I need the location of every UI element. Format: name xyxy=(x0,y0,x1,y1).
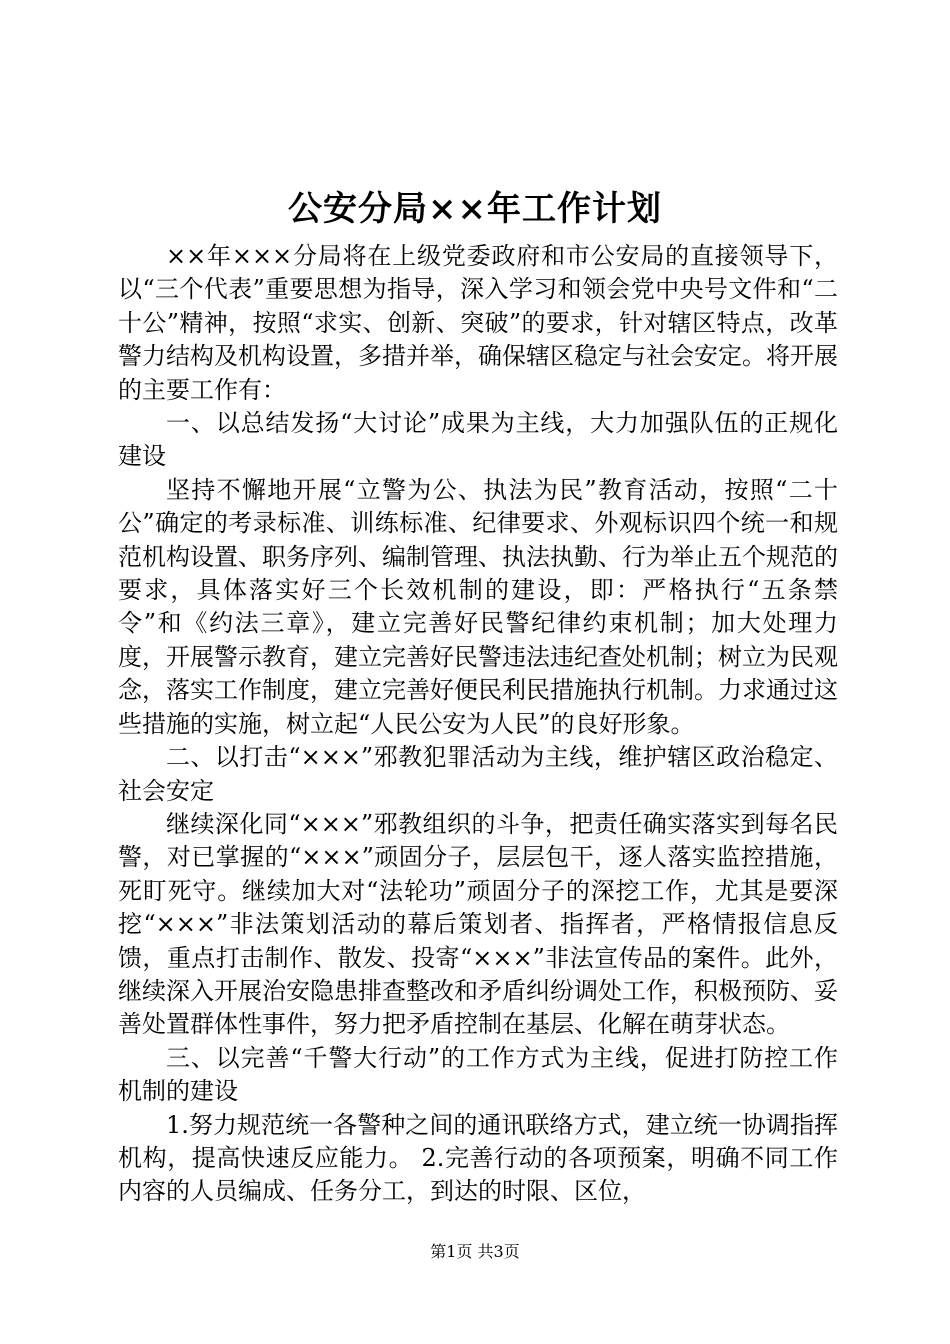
page-number-footer: 第1页 共3页 xyxy=(430,1242,520,1261)
section-paragraph-2: 继续深化同“×××”邪教组织的斗争，把责任确实落实到每名民警，对已掌握的“×××”顽固分子，层层包干，逐人落实监控措施，死盯死守。继续加大对“法轮功”顽固分子的深挖工作，尤其是要深挖“×××”非法策划活动的幕后策划者、指挥者，严格情报信息反馈，重点打击制作、散发、投寄“×××”非法宣传品的案件。此外，继续深入开展治安隐患排查整改和矛盾纠纷调处工作，积极预防、妥善处置群体性事件，努力把矛盾控制在基层、化解在萌芽状态。 xyxy=(118,809,838,1039)
section-paragraph-1: 坚持不懈地开展“立警为公、执法为民”教育活动，按照“二十公”确定的考录标准、训练标准、纪律要求、外观标识四个统一和规范机构设置、职务序列、编制管理、执法执勤、行为举止五个规范的要求，具体落实好三个长效机制的建设，即：严格执行“五条禁令”和《约法三章》，建立完善好民警纪律约束机制；加大处理力度，开展警示教育，建立完善好民警违法违纪查处机制；树立为民观念，落实工作制度，建立完善好便民利民措施执行机制。力求通过这些措施的实施，树立起“人民公安为人民”的良好形象。 xyxy=(118,475,838,738)
document-title: 公安分局××年工作计划 xyxy=(288,189,662,229)
section-paragraph-3: 1.努力规范统一各警种之间的通讯联络方式，建立统一协调指挥机构，提高快速反应能力。 2.完善行动的各项预案，明确不同工作内容的人员编成、任务分工，到达的时限、区位， xyxy=(118,1110,838,1206)
section-heading-2: 二、以打击“×××”邪教犯罪活动为主线，维护辖区政治稳定、社会安定 xyxy=(118,743,838,805)
document-body xyxy=(118,240,838,1209)
section-heading-3: 三、以完善“千警大行动”的工作方式为主线，促进打防控工作机制的建设 xyxy=(118,1043,838,1106)
section-heading-1: 一、以总结发扬“大讨论”成果为主线，大力加强队伍的正规化建设 xyxy=(118,409,838,471)
intro-paragraph: ××年×××分局将在上级党委政府和市公安局的直接领导下，以“三个代表”重要思想为指导，深入学习和领会党中央号文件和“二十公”精神，按照“求实、创新、突破”的要求，针对辖区特点，改革警力结构及机构设置，多措并举，确保辖区稳定与社会安定。将开展的主要工作有： xyxy=(118,242,838,404)
